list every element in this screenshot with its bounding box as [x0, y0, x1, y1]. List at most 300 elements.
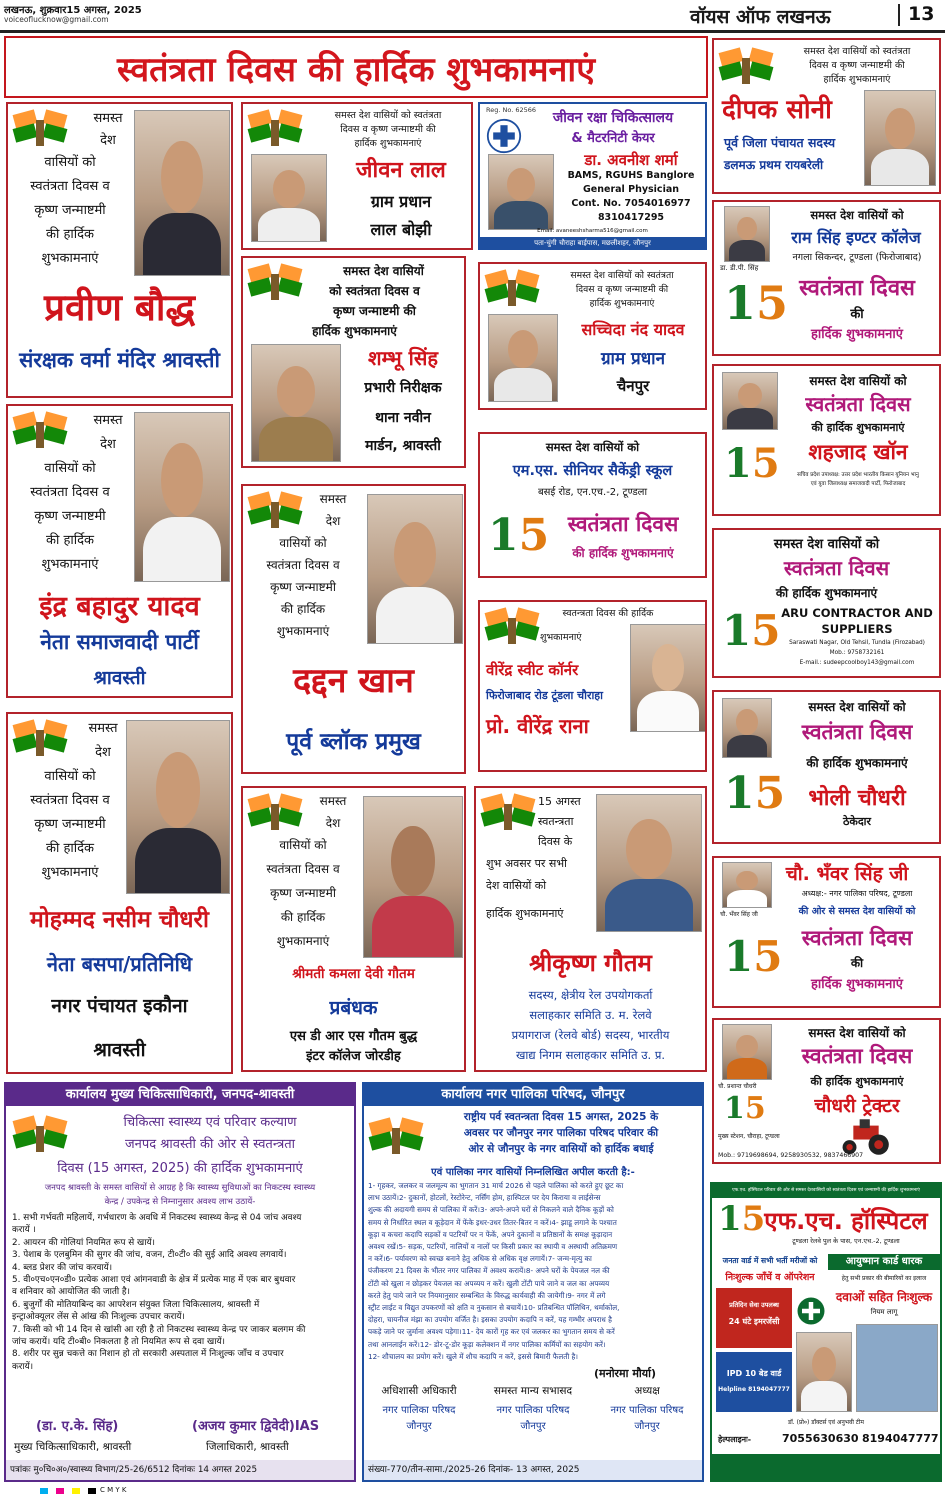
- aru-firm-2: SUPPLIERS: [821, 622, 893, 636]
- np-t3: ओर से जौनपुर के नगर वासियों को हार्दिक बधाई: [468, 1143, 654, 1155]
- fh-l8: 24 घंटे इमरजेंसी: [728, 1317, 780, 1326]
- cmo-head: कार्यालय मुख्य चिकित्साधिकारी, जनपद-श्रावस्ती: [6, 1084, 354, 1106]
- jeevan-greet-1: समस्त देश वासियों को स्वतंत्रता: [334, 110, 442, 121]
- flag-emblem-icon: [12, 1114, 68, 1156]
- np-s3a: अध्यक्ष: [634, 1385, 660, 1397]
- photo-indra: [134, 412, 230, 582]
- tractor-hardik: की हार्दिक शुभकामनाएं: [810, 1075, 904, 1088]
- greet-swatantrata: स्वतंत्रता दिवस व: [30, 485, 110, 500]
- logo-15-august-icon: 15: [724, 1091, 766, 1126]
- masthead-divider: [898, 4, 900, 26]
- kamla-role-1: प्रबंधक: [329, 997, 378, 1019]
- greet-swatantrata: स्वतंत्रता दिवस व: [30, 179, 110, 194]
- cmo-item: 3. पेशाब के एलबुमिन की सुगर की जांच, वजन, टी०टी० की सुई आदि अवश्य लगवायें।: [12, 1250, 287, 1261]
- jeevan-role-1: ग्राम प्रधान: [370, 192, 432, 211]
- deepak-role-1: पूर्व जिला पंचायत सदस्य: [724, 135, 836, 150]
- photo-fh-doctor: [796, 1332, 852, 1412]
- greet-swatantrata: स्वतंत्रता दिवस व: [266, 862, 340, 876]
- krishna-g3: दिवस के: [538, 835, 573, 848]
- greet-vasiyon: वासियों को: [279, 838, 327, 852]
- photo-praveen: [134, 110, 230, 276]
- np-line: समय से निर्धारित स्थल व कूड़ेदान में फेंके इधर-उधर तितर-बितर न करें।4- झाडू लगाने के पश्चात: [368, 1217, 617, 1227]
- shambhu-greet-4: हार्दिक शुभकामनाएं: [312, 324, 397, 338]
- cmo-item: 4. ब्लड प्रेशर की जांच करवायें।: [12, 1262, 113, 1273]
- np-s1a: अधिशासी अधिकारी: [381, 1385, 457, 1397]
- np-line: तथा आनलाईन करें।12- डोर-टू-डोर कूड़ा कलेक्शन में नगर पालिका कर्मियों का सहयोग करें।: [368, 1339, 606, 1349]
- header-rule: [0, 30, 945, 33]
- photo-naseem: [126, 720, 230, 894]
- banner-title: स्वतंत्रता दिवस की हार्दिक शुभकामनाएं: [116, 50, 596, 90]
- tractor-photo-cap: चौ. प्रशान्त चौधरी: [718, 1083, 757, 1090]
- ad-sachida: [478, 262, 707, 410]
- cmo-sig-2-role: जिलाधिकारी, श्रावस्ती: [206, 1441, 289, 1453]
- greet-desh: देश: [325, 816, 341, 830]
- greet-ki-hardik: की हार्दिक: [280, 602, 326, 616]
- avneesh-title-2: & मैटरनिटी केयर: [571, 131, 655, 146]
- greet-swatantrata: स्वतंत्रता दिवस व: [30, 793, 110, 808]
- ad-ms-school: [478, 432, 707, 578]
- ad-tractor: [712, 1018, 941, 1164]
- ad-aru: [712, 528, 941, 678]
- tractor-greet: समस्त देश वासियों को: [808, 1026, 906, 1040]
- dateline: लखनऊ, शुक्रवार15 अगस्त, 2025: [4, 5, 142, 16]
- ad-fh-hospital: [710, 1182, 942, 1482]
- greet-swatantrata: स्वतंत्रता दिवस व: [266, 558, 340, 572]
- krishna-g2: स्वतन्त्रता: [538, 815, 574, 828]
- name-deepak: दीपक सोनी: [722, 95, 832, 125]
- greet-janmashtami: कृष्ण जन्माष्टमी: [270, 580, 336, 594]
- naseem-role-3: श्रावस्ती: [93, 1039, 146, 1061]
- ad-jeevan: [241, 102, 473, 250]
- cmo-item: 8. शरीर पर सुन्न चकत्ते का निशान हो तो सरकारी अस्पताल में निःशुल्क जाँच व उपचार: [12, 1349, 284, 1360]
- fh-helpline: हेल्पलाइनः-: [718, 1435, 752, 1444]
- ad-indra: [6, 404, 233, 698]
- krishna-g5: देश वासियों को: [486, 879, 547, 892]
- np-s3b: नगर पालिका परिषद: [610, 1405, 684, 1416]
- ad-ramsingh: [712, 200, 941, 356]
- ramsingh-photo-cap: डा. डी.पी. सिंह: [720, 264, 759, 272]
- avneesh-reg: Reg. No. 62566: [486, 106, 537, 114]
- indra-role-1: नेता समाजवादी पार्टी: [40, 630, 199, 654]
- bhanwar-photo-cap: चौ. भँवर सिंह जी: [720, 911, 758, 918]
- krishna-g1: 15 अगस्त: [538, 795, 581, 808]
- fh-l1: जनता वार्ड में सभी भर्ती मरीजों को: [722, 1256, 818, 1265]
- ad-bhanwar: [712, 856, 941, 1008]
- shambhu-role-2: थाना नवीन: [375, 410, 431, 426]
- ramsingh-school: राम सिंह इण्टर कॉलेज: [791, 228, 921, 247]
- avneesh-gp: General Physician: [583, 184, 679, 195]
- name-tractor: चौधरी ट्रेक्टर: [814, 1095, 900, 1117]
- deepak-greet-3: हार्दिक शुभकामनाएं: [823, 74, 891, 85]
- np-t4: एवं पालिका नगर वासियों निम्नलिखित अपील करती है:-: [431, 1167, 635, 1178]
- greet-shubh: शुभकामनाएं: [276, 624, 330, 638]
- virendra-addr: फिरोजाबाद रोड टूंडला चौराहा: [486, 689, 603, 702]
- krishna-r1: सदस्य, क्षेत्रीय रेल उपयोगकर्ता: [528, 988, 653, 1002]
- cmo-item: करायें।: [12, 1361, 34, 1372]
- fh-addr: टूण्डला रेलवे पुल के पास, एन.एच.-2, टूण्डला: [792, 1237, 900, 1245]
- shahzad-title: स्वतंत्रता दिवस: [805, 392, 911, 416]
- np-line: दोहरा, चायनीज मंझा का उपयोग वर्जित है। इसका उपयोग कदापि न करें, यह गम्भीर अपराध है: [368, 1315, 612, 1325]
- photo-dahan: [367, 494, 463, 644]
- name-shambhu: शम्भू सिंह: [368, 346, 438, 370]
- np-s1c: जौनपुर: [406, 1421, 432, 1432]
- cmyk-m-swatch: [56, 1488, 64, 1494]
- np-line: 1- गृहकर, जलकर व जलमूल्य का भुगतान 31 मार्च 2026 से पहले पालिका को करते हुए छूट का: [368, 1181, 624, 1190]
- flag-emblem-icon: [247, 108, 303, 150]
- fh-footer-bar: [712, 1454, 940, 1480]
- name-dahan: दद्दन खान: [293, 661, 414, 701]
- cmo-item: इन्ट्राओक्यूलर लेंस से आंख की निःशुल्क उपचार करायें।: [12, 1312, 185, 1323]
- np-line: न करें।6- पर्यावरण को स्वच्छ बनाने हेतु अधिक से अधिक वृक्ष लगायें।7- जन्म-मृत्यु का: [368, 1254, 592, 1264]
- greet-desh: देश: [100, 437, 116, 452]
- bhanwar-greet: की ओर से समस्त देश वासियों को: [798, 906, 916, 917]
- cmo-item: 5. वी०एच०एन०डी० प्रत्येक आशा एवं आंगनवाडी के क्षेत्र में प्रत्येक माह में एक बार बुधवार: [12, 1275, 296, 1286]
- greet-ki-hardik: की हार्दिक: [45, 533, 94, 548]
- aru-firm-1: ARU CONTRACTOR AND: [781, 606, 933, 620]
- sachida-role-2: चैनपुर: [616, 377, 650, 395]
- shambhu-greet-3: कृष्ण जन्माष्टमी की: [333, 304, 416, 318]
- name-indra: इंद्र बहादुर यादव: [39, 591, 200, 622]
- flag-emblem-icon: [484, 606, 540, 648]
- virendra-greet-2: शुभकामनाएं: [540, 632, 582, 643]
- ad-kamla: [241, 786, 466, 1072]
- greet-samast: समस्त: [319, 492, 347, 506]
- tractor-sub: मुख्य स्टेशन, चौराहा, टूण्डला: [718, 1133, 780, 1140]
- shahzad-greet: समस्त देश वासियों को: [809, 374, 907, 388]
- photo-deepak: [864, 90, 936, 186]
- avneesh-addr: पता-चुंगी चौराहा बाईपास, मछलीशहर, जौनपुर: [480, 237, 705, 249]
- fh-l5: दवाओं सहित निःशुल्क: [835, 1290, 933, 1304]
- photo-sachida: [488, 314, 558, 402]
- notice-cmo: [4, 1082, 356, 1482]
- role-praveen: संरक्षक वर्मा मंदिर श्रावस्ती: [19, 348, 220, 372]
- bholi-hardik: की हार्दिक शुभकामनाएं: [806, 756, 908, 770]
- greet-desh: देश: [100, 133, 116, 148]
- cmo-item: करायें ।: [12, 1225, 36, 1236]
- cmo-sig-1-role: मुख्य चिकित्साधिकारी, श्रावस्ती: [14, 1441, 132, 1453]
- cmyk-strip: [0, 1486, 945, 1496]
- krishna-r4: खाद्य निगम सलाहकार समिति उ. प्र.: [515, 1048, 666, 1062]
- fh-ph-2: 8194047777: [862, 1432, 939, 1445]
- ad-naseem: [6, 712, 233, 1074]
- photo-krishna: [596, 794, 702, 932]
- flag-emblem-icon: [718, 46, 774, 88]
- cmo-sig-1: (डा. ए.के. सिंह): [36, 1419, 119, 1434]
- np-line: टोंटी को खुला न छोड़कर पेयजल का अपव्यय न करें। खुली टोंटी पाये जाने व जल का अपव्यय: [368, 1278, 610, 1288]
- cmyk-label: C M Y K: [100, 1486, 127, 1494]
- cmo-sig-2: (अजय कुमार द्विवेदी)IAS: [192, 1419, 320, 1434]
- kamla-role-2: एस डी आर एस गौतम बुद्ध: [289, 1029, 418, 1044]
- name-kamla: श्रीमती कमला देवी गौतम: [292, 966, 415, 982]
- cmyk-y-swatch: [72, 1488, 80, 1494]
- np-t1: राष्ट्रीय पर्व स्वतन्त्रता दिवस 15 अगस्त, 2025 के: [463, 1111, 659, 1123]
- shambhu-role-3: मार्डन, श्रावस्ती: [365, 438, 441, 454]
- logo-15-august-icon: 15: [718, 1199, 766, 1239]
- deepak-greet-1: समस्त देश वासियों को स्वतंत्रता: [803, 46, 911, 57]
- name-naseem: मोहम्मद नसीम चौधरी: [30, 907, 209, 933]
- greet-shubh: शुभकामनाएं: [41, 865, 99, 880]
- tractor-icon: [834, 1118, 898, 1156]
- ramsingh-place: नगला सिकन्दर, टूण्डला (फिरोजाबाद): [792, 252, 922, 263]
- cmo-item: 7. किसी को भी 14 दिन से खांसी आ रही है तो निकटस्थ स्वास्थ्य केन्द्र पर जाकर बलगम की: [12, 1324, 306, 1335]
- shahzad-sub-2: एवं युवा जिलाध्यक्ष समाजवादी पार्टी, फिरोजाबाद: [810, 481, 906, 487]
- greet-samast: समस्त: [93, 413, 123, 428]
- tractor-title: स्वतंत्रता दिवस: [801, 1044, 913, 1068]
- name-bhanwar: चौ. भँवर सिंह जी: [785, 863, 909, 885]
- np-line: करते हेतु पाये जाने पर नियमानुसार सम्बन्धित के विरुद्ध कार्यवाही की जायेगी।9- नगर में लगे: [368, 1290, 606, 1300]
- greet-samast: समस्त: [88, 721, 118, 736]
- jeevan-role-2: लाल बोझी: [370, 220, 432, 239]
- np-sig-name: (मनोरमा मौर्या): [594, 1367, 656, 1380]
- cmo-item: 6. बुजुर्गों की मोतियाबिन्द का आपरेशन संयुक्त जिला चिकित्सालय, श्रावस्ती में: [12, 1299, 260, 1310]
- ad-krishna: [474, 786, 707, 1072]
- virendra-shop: वीरेंद्र स्वीट कॉर्नर: [486, 661, 579, 679]
- cmo-item: 1. सभी गर्भवती महिलायें, गर्भधारण के अवधि में निकटस्थ स्वास्थ्य केन्द्र से 04 जांच अवश्य: [12, 1213, 302, 1223]
- np-s1b: नगर पालिका परिषद: [382, 1405, 456, 1416]
- photo-shambhu: [251, 344, 341, 462]
- avneesh-deg: BAMS, RGUHS Banglore: [567, 170, 695, 181]
- shambhu-greet-1: समस्त देश वासियों: [343, 264, 424, 278]
- np-line: पकड़े जाने पर जुर्माना अवश्य पड़ेगा।11- देय कारों गृह कर एवं जलकर का भुगतान समय से करें: [368, 1327, 615, 1337]
- greet-samast: समस्त: [93, 111, 123, 126]
- tractor-mob: Mob.: 9719698694, 9258930532, 9837466907: [718, 1152, 864, 1159]
- greet-shubh: शुभकामनाएं: [41, 251, 99, 266]
- logo-15-august-icon: 15: [724, 768, 786, 819]
- ramsingh-ki: की: [850, 307, 864, 322]
- aru-hardik: की हार्दिक शुभकामनाएं: [775, 586, 878, 600]
- hospital-emblem-icon: [796, 1296, 826, 1326]
- ad-avneesh: [478, 102, 707, 250]
- avneesh-cont: Cont. No. 7054016977: [571, 198, 691, 209]
- shambhu-greet-2: को स्वतंत्रता दिवस व: [329, 284, 420, 298]
- masthead: वॉयस ऑफ लखनऊ: [690, 6, 831, 28]
- np-line: अवश्य रखें।5- सड़क, पटरियों, नालियों व नालों पर किसी प्रकार का स्थायी व अस्थायी अतिक्रमण: [368, 1242, 618, 1252]
- deepak-role-2: डलमऊ प्रथम रायबरेली: [724, 158, 824, 172]
- photo-fh-building: [856, 1324, 938, 1412]
- aru-addr: Saraswati Nagar, Old Tehsil, Tundla (Firozabad): [789, 640, 925, 646]
- dahan-role: पूर्व ब्लॉक प्रमुख: [286, 729, 421, 755]
- bhanwar-title: स्वतंत्रता दिवस: [801, 926, 913, 950]
- greet-desh: देश: [325, 514, 341, 528]
- np-line: 12- शौचालय का प्रयोग करें। खुले में शौच कदापि न करें, इससे बिमारी फैलती है।: [368, 1351, 579, 1361]
- aru-greet: समस्त देश वासियों को: [773, 537, 880, 552]
- np-line: पंजीकरण 21 दिवस के भीतर नगर पालिका में अवश्य करायें।8- अपने घरों के पेयजल नल की: [368, 1266, 610, 1276]
- greet-vasiyon: वासियों को: [44, 461, 96, 476]
- cmo-t2: जनपद श्रावस्ती की ओर से स्वतन्त्रता: [124, 1137, 296, 1152]
- notice-nagar-palika: [362, 1082, 704, 1482]
- np-line: स्ट्रीट लाईट व विद्युत उपकरणों को क्षति व नुकसान से बचायें।10- प्रतिबन्धित पॉलिथिन, थर्माकोल,: [368, 1303, 620, 1313]
- name-sachida: सच्चिदा नंद यादव: [581, 320, 685, 339]
- krishna-g6: हार्दिक शुभकामनाएं: [486, 907, 564, 920]
- np-s3c: जौनपुर: [634, 1421, 660, 1432]
- ad-virendra: [478, 600, 707, 772]
- flag-emblem-icon: [12, 718, 68, 760]
- sachida-role-1: ग्राम प्रधान: [600, 349, 666, 369]
- email: voiceoflucknow@gmail.com: [4, 15, 109, 24]
- ad-bholi: [712, 690, 941, 844]
- np-footer: संख्या-770/तीन-सामा./2025-26 दिनांक- 13 अगस्त, 2025: [364, 1460, 702, 1480]
- fh-l11: डॉ. (प्रो०) डॉक्टर्स एवं अनुभवी टीम: [788, 1419, 864, 1426]
- indra-role-2: श्रावस्ती: [93, 667, 146, 689]
- ramsingh-title: स्वतंत्रता दिवस: [799, 276, 915, 301]
- name-bholi: भोली चौधरी: [808, 786, 906, 811]
- page-number: 13: [908, 3, 935, 25]
- greet-janmashtami: कृष्ण जन्माष्टमी: [34, 817, 106, 832]
- krishna-g4: शुभ अवसर पर सभी: [486, 857, 567, 870]
- shambhu-role-1: प्रभारी निरीक्षक: [364, 380, 442, 396]
- bholi-role: ठेकेदार: [842, 815, 872, 828]
- greet-ki-hardik: की हार्दिक: [45, 841, 94, 856]
- fh-l9: IPD 10 बेड वार्ड: [726, 1369, 782, 1378]
- fh-l7: प्रतिदिन सेवा उपलब्ध: [729, 1301, 779, 1309]
- flag-emblem-icon: [480, 792, 536, 834]
- photo-jeevan: [251, 154, 327, 242]
- name-jeevan: जीवन लाल: [356, 158, 446, 183]
- fh-l2: निःशुल्क जाँचें व ऑपरेशन: [725, 1272, 815, 1283]
- fh-l6: नियम लागू: [870, 1308, 898, 1316]
- bholi-greet: समस्त देश वासियों को: [808, 700, 906, 714]
- ramsingh-greet: समस्त देश वासियों को: [810, 208, 904, 222]
- name-virendra: प्रो. वीरेंद्र राना: [486, 714, 589, 738]
- name-praveen: प्रवीण बौद्ध: [43, 286, 196, 329]
- greet-janmashtami: कृष्ण जन्माष्टमी: [34, 203, 106, 218]
- bhanwar-role: अध्यक्ष:- नगर पालिका परिषद, टूण्डला: [801, 889, 913, 898]
- ad-shahzad: [712, 364, 941, 516]
- photo-avneesh: [488, 154, 554, 230]
- photo-bhanwar: [722, 862, 772, 908]
- krishna-r2: सलाहकार समिति उ. म. रेलवे: [529, 1008, 652, 1022]
- aru-mob: Mob.: 9758732161: [829, 650, 885, 656]
- flag-emblem-icon: [12, 108, 68, 150]
- naseem-role-1: नेता बसपा/प्रतिनिधि: [46, 952, 193, 976]
- bholi-title: स्वतंत्रता दिवस: [801, 720, 913, 744]
- cmo-items: [12, 1212, 350, 1373]
- fh-top: एफ.एच. हॉस्पिटल परिवार की ओर से समस्त देशवासियों को स्वतंत्रता दिवस एवं जन्माष्टमी की हार्दिक शुभकामनाएं: [712, 1184, 940, 1198]
- photo-dp-singh: [724, 206, 770, 262]
- fh-ph-1: 7055630630: [782, 1432, 859, 1445]
- flag-emblem-icon: [12, 410, 68, 452]
- greet-shubh: शुभकामनाएं: [276, 934, 330, 948]
- avneesh-email: Email. avaneeshsharma516@gmail.com: [537, 228, 648, 234]
- jeevan-greet-2: दिवस व कृष्ण जन्माष्टमी की: [340, 124, 436, 135]
- greet-samast: समस्त: [319, 794, 347, 808]
- photo-shahzad: [722, 372, 778, 430]
- logo-15-august-icon: 15: [488, 510, 550, 561]
- cmo-item: जांच करायें। यदि टी०बी० निकलता है तो नियमित रूप से दवा खायें।: [12, 1337, 225, 1348]
- name-shahzad: शहजाद खॉन: [808, 440, 908, 464]
- ms-addr: बसई रोड, एन.एच.-2, टूण्डला: [537, 487, 648, 498]
- ramsingh-hardik: हार्दिक शुभकामनाएं: [811, 327, 903, 342]
- cmo-intro-1: जनपद श्रावस्ती के समस्त वासियों से आग्रह है कि स्वास्थ्य सुविधाओं का निकटस्थ स्वास्थ्य: [44, 1183, 316, 1193]
- flag-emblem-icon: [247, 792, 303, 834]
- cmyk-c-swatch: [40, 1488, 48, 1494]
- flag-emblem-icon: [368, 1116, 424, 1158]
- greet-janmashtami: कृष्ण जन्माष्टमी: [270, 886, 336, 900]
- sachida-greet-2: दिवस व कृष्ण जन्माष्टमी की: [575, 284, 669, 295]
- np-s2b: नगर पालिका परिषद: [496, 1405, 570, 1416]
- greet-vasiyon: वासियों को: [44, 769, 96, 784]
- cmo-t3: दिवस (15 अगस्त, 2025) की हार्दिक शुभकामनाएं: [57, 1161, 303, 1176]
- avneesh-cont-2: 8310417295: [597, 212, 665, 223]
- cmo-item: व शनिवार को आयोजित की जाती है।: [12, 1287, 130, 1298]
- deepak-greet-2: दिवस व कृष्ण जन्माष्टमी की: [809, 60, 905, 71]
- hospital-logo-icon: [486, 118, 522, 154]
- np-line: शुल्क की अदायगी समय से पालिका में करें।3- अपने-अपने घरों से निकलने वाले दैनिक कूड़ों को: [368, 1205, 614, 1215]
- logo-15-august-icon: 15: [722, 606, 781, 655]
- ms-school: एम.एस. सीनियर सैकेंड्री स्कूल: [512, 463, 673, 479]
- fh-blue-panel: [716, 1352, 792, 1412]
- ad-dahan: [241, 484, 466, 774]
- np-s2c: जौनपुर: [520, 1421, 546, 1432]
- greet-ki-hardik: की हार्दिक: [45, 227, 94, 242]
- fh-l4: हेतु सभी प्रकार की बीमारियों का इलाज: [841, 1275, 927, 1282]
- name-krishna: श्रीकृष्ण गौतम: [529, 949, 652, 977]
- ms-title: स्वतंत्रता दिवस: [567, 512, 679, 536]
- ms-hardik: की हार्दिक शुभकामनाएं: [572, 546, 674, 560]
- greet-ki-hardik: की हार्दिक: [280, 910, 326, 924]
- virendra-greet-1: स्वतन्त्रता दिवस की हार्दिक: [562, 608, 654, 619]
- greet-vasiyon: वासियों को: [44, 155, 96, 170]
- np-s2a: समस्त मान्य सभासद: [493, 1385, 573, 1397]
- greet-shubh: शुभकामनाएं: [41, 557, 99, 572]
- sachida-greet-3: हार्दिक शुभकामनाएं: [589, 298, 655, 309]
- fh-l3: आयुष्मान कार्ड धारक: [828, 1254, 940, 1270]
- cmyk-k-swatch: [88, 1488, 96, 1494]
- greet-vasiyon: वासियों को: [279, 536, 327, 550]
- fh-l10: Helpline 8194047777: [718, 1386, 790, 1393]
- ad-praveen: [6, 102, 233, 398]
- np-head: कार्यालय नगर पालिका परिषद, जौनपुर: [364, 1084, 702, 1106]
- cmo-t1: चिकित्सा स्वास्थ्य एवं परिवार कल्याण: [123, 1115, 297, 1130]
- krishna-r3: प्रयागराज (रेलवे बोर्ड) सदस्य, भारतीय: [511, 1028, 670, 1042]
- flag-emblem-icon: [484, 268, 540, 310]
- greet-janmashtami: कृष्ण जन्माष्टमी: [34, 509, 106, 524]
- flag-emblem-icon: [247, 490, 303, 532]
- logo-15-august-icon: 15: [724, 440, 780, 487]
- logo-15-august-icon: 15: [724, 276, 789, 330]
- avneesh-title-1: जीवन रक्षा चिकित्सालय: [552, 110, 674, 126]
- bhanwar-hardik: हार्दिक शुभकामनाएं: [811, 977, 903, 992]
- naseem-role-2: नगर पंचायत इकौना: [51, 995, 188, 1017]
- shahzad-sub-1: सचिव प्रदेश उपाध्यक्ष: उत्तर प्रदेश भारतीय किसान यूनियन भानु: [797, 472, 919, 478]
- avneesh-doctor: डा. अवनीश शर्मा: [584, 151, 678, 169]
- cmo-intro-2: केन्द्र / उपकेन्द्र से निम्नानुसार अवश्य लाभ उठायें-: [104, 1197, 256, 1207]
- ms-greet: समस्त देश वासियों को: [545, 440, 640, 454]
- aru-email: E-mail.: sudeepcoolboy143@gmail.com: [799, 660, 915, 666]
- fh-name: एफ.एच. हॉस्पिटल: [764, 1207, 928, 1235]
- kamla-role-3: इंटर कॉलेज जोरडीह: [306, 1049, 401, 1064]
- shahzad-hardik: की हार्दिक शुभकामनाएं: [811, 421, 905, 434]
- photo-virendra: [630, 624, 706, 732]
- sachida-greet-1: समस्त देश वासियों को स्वतंत्रता: [570, 270, 674, 281]
- aru-title: स्वतंत्रता दिवस: [783, 556, 890, 580]
- logo-15-august-icon: 15: [724, 932, 783, 981]
- photo-bholi: [722, 698, 772, 758]
- np-line: कूड़ा व कचरा कदापि सड़कों व पटरियों पर न फेंकें, अपने दुकानों व प्रतिष्ठानों के समक्ष कूड़ादान: [368, 1229, 613, 1239]
- ad-shambhu: [241, 256, 466, 468]
- ad-deepak: [712, 38, 941, 194]
- photo-prashant: [722, 1024, 772, 1080]
- np-t2: अवसर पर जौनपुर नगर पालिका परिषद परिवार की: [463, 1127, 659, 1139]
- greet-desh: देश: [95, 745, 111, 760]
- cmo-footer: पत्रांकः मु०चि०अ०/स्वास्थ्य विभाग/25-26/6512 दिनांकः 14 अगस्त 2025: [6, 1460, 354, 1480]
- bhanwar-ki: की: [850, 956, 864, 970]
- jeevan-greet-3: हार्दिक शुभकामनाएं: [354, 138, 422, 149]
- photo-kamla: [363, 796, 463, 958]
- cmo-item: 2. आयरन की गोलियां नियमित रूप से खायें।: [12, 1237, 155, 1248]
- np-lines: [368, 1180, 700, 1363]
- np-line: लाभ उठायें।2- दुकानों, होटलों, रेस्टोरेन्ट, नर्सिंग होम, हास्पिटल पर देय किराया व लाईसेन्स: [368, 1193, 601, 1203]
